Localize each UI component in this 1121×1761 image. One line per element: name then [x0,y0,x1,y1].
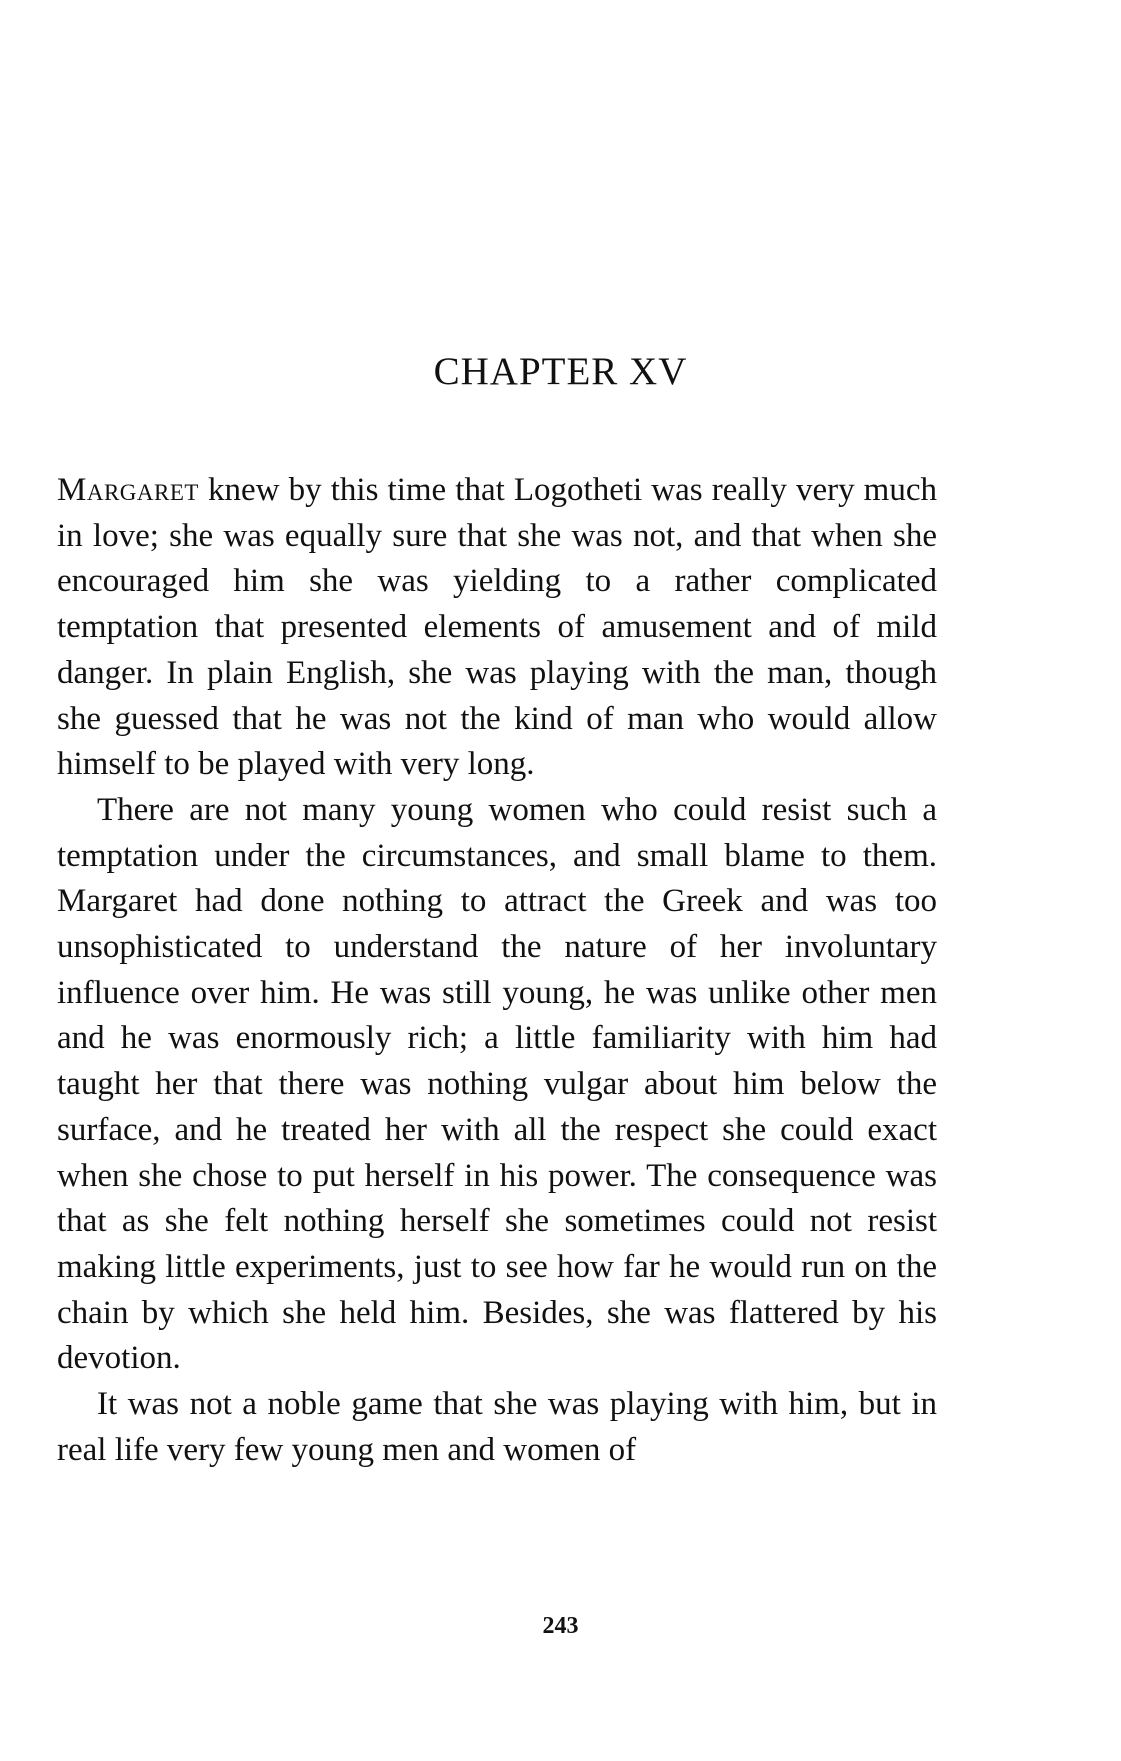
paragraph-2: There are not many young women who could resist such a temptation under the circumstances, and small blame to them. Margaret had done nothing to attract the Greek and was too unsophisticated to understand the nature of her involuntary influence over him. He was still young, he was unlike other men and he was enormously rich; a little familiarity with him had taught her that there was nothing vulgar about him below the surface, and he treated her with all the respect she could exact when she chose to put herself in his power. The consequence was that as she felt nothing herself she sometimes could not resist making little experiments, just to see how far he would run on the chain by which she held him. Besides, she was flattered by his devotion. [57,791,937,1377]
paragraph-1-text: knew by this time that Logotheti was really very much in love; she was equally sure that she was not, and that when she encouraged him she was yielding to a rather complicated temptation that presented elements of amusement and of mild danger. In plain English, she was playing with the man, though she guessed that he was not the kind of man who would allow himself to be played with very long. [57,472,937,783]
paragraph-3: It was not a noble game that she was playing with him, but in real life very few young men and women of [57,1386,937,1468]
chapter-heading: CHAPTER XV [433,350,688,393]
page-number: 243 [542,1613,579,1639]
paragraph-1 [57,468,937,788]
body-text [57,468,937,1473]
paragraph-lead-word: Margaret [57,472,199,508]
